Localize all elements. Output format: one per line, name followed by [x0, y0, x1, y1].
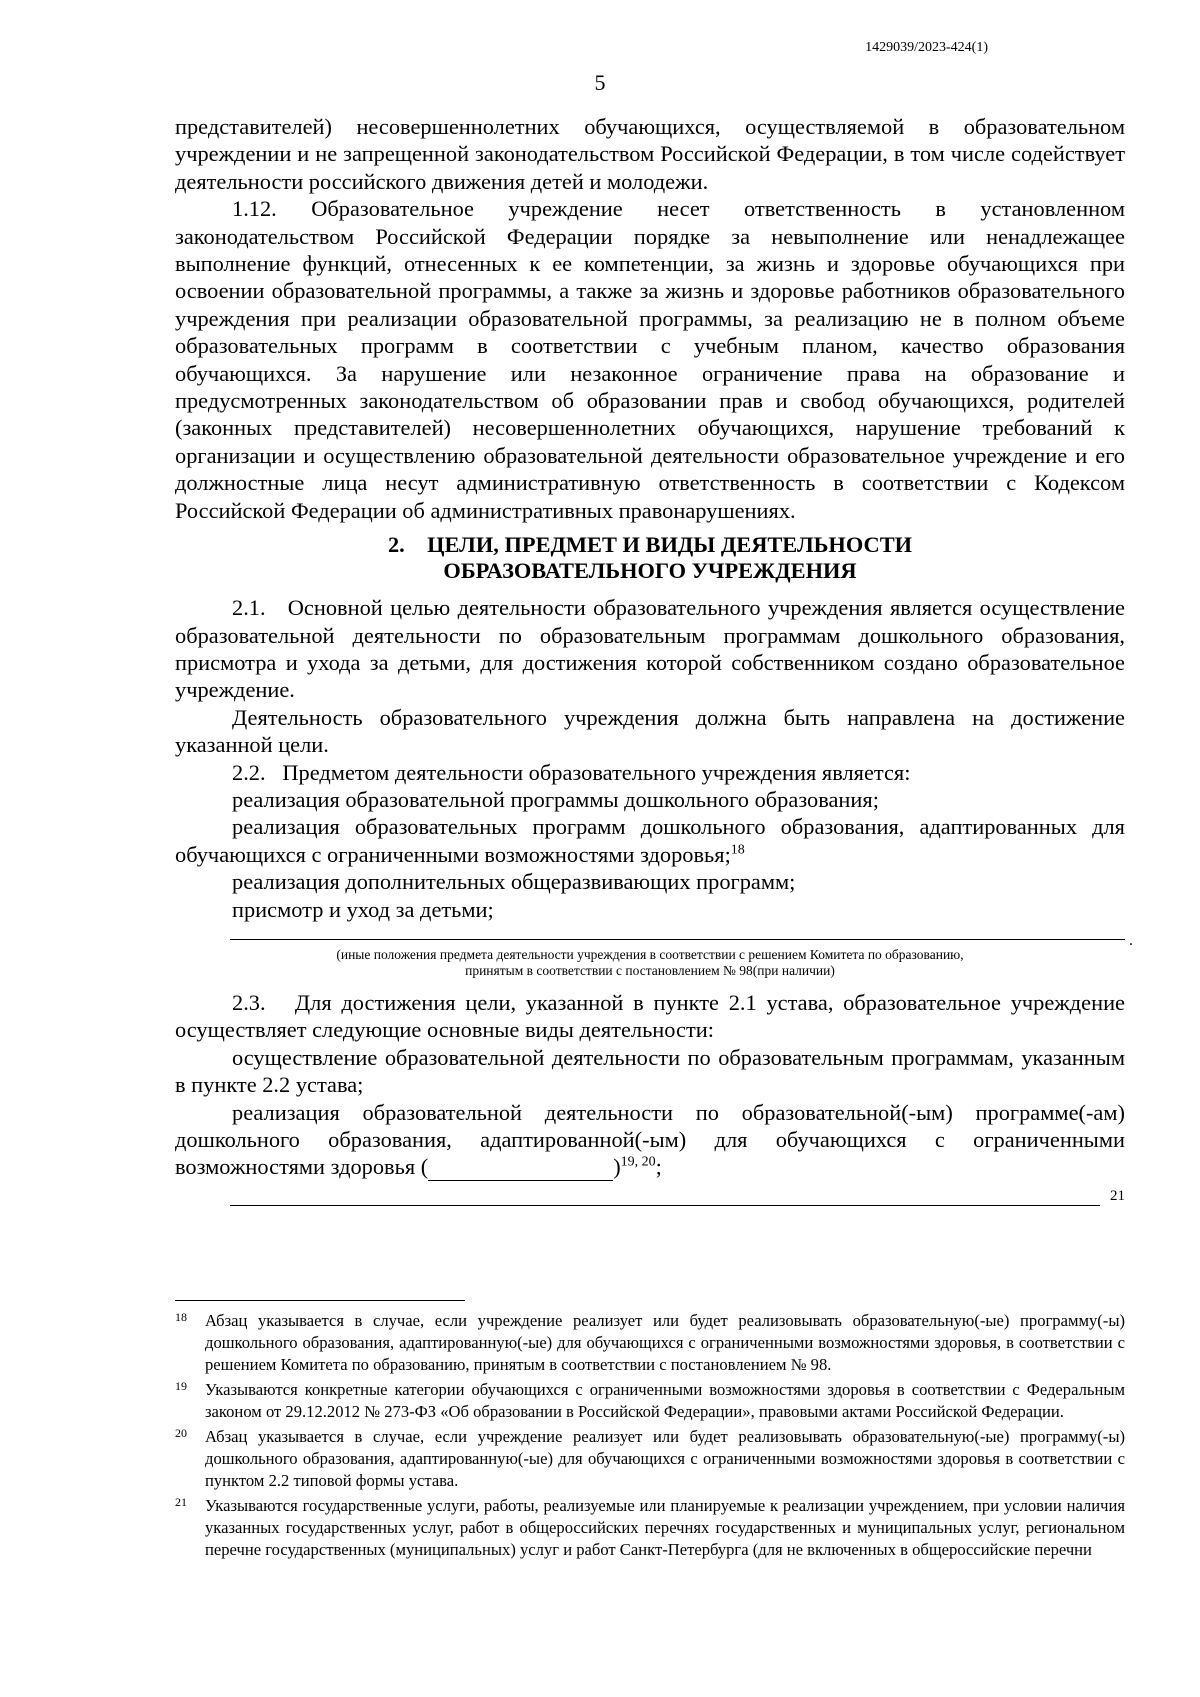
paragraph-purpose: Деятельность образовательного учреждения должна быть направлена на достижение указанной цели. [175, 704, 1125, 758]
paragraph-continuation: представителей) несовершеннолетних обучающихся, осуществляемой в образовательном учреждении и не запрещенной законодательством Российской Федерации, в том числе содействует деятельности российского движения детей и молодежи. [175, 114, 1125, 194]
footnotes [175, 1310, 1125, 1564]
footnote-19 [175, 1379, 1125, 1423]
list-item-program: реализация образовательной программы дошкольного образования; [232, 786, 879, 812]
underline-rule [230, 1205, 1100, 1206]
line-end-dot: . [1129, 931, 1133, 949]
paragraph-2-2: 2.2. Предметом деятельности образовательного учреждения является: [232, 759, 911, 785]
footnote-ref-21: 21 [1110, 1187, 1125, 1204]
paragraph-2-1: 2.1. Основной целью деятельности образовательного учреждения является осуществление образовательной деятельности по образовательным программам дошкольного образования, присмотра и ухода за детьми, для достижения которой собственником создано образовательное учреждение. [175, 595, 1131, 703]
document-number: 1429039/2023-424(1) [865, 40, 988, 55]
section-heading-line2: ОБРАЗОВАТЕЛЬНОГО УЧРЕЖДЕНИЯ [443, 558, 857, 584]
semicolon: ; [655, 1154, 662, 1180]
footnote-text: Указываются государственные услуги, работы, реализуемые или планируемые к реализации учреждением, при условии наличия указанных государственных услуг, работ в общероссийских перечнях государственных и муниципальных услуг, региональном перечне государственных (муниципальных) услуг и работ Санкт-Петербурга (для не включенных в общероссийские перечни [205, 1496, 1125, 1559]
paragraph-1-12: 1.12. Образовательное учреждение несет ответственность в установленном законодательством Российской Федерации порядке за невыполнение или ненадлежащее выполнение функций, отнесенных к ее компетенции, за жизнь и здоровье обучающихся при освоении образовательной программы, а также за жизнь и здоровье работников образовательного учреждения при реализации образовательной программы, за реализацию не в полном объеме образовательных программ в соответствии с учебным планом, качество образования обучающихся. За нарушение или незаконное ограничение права на образование и предусмотренных законодательством об образовании прав и свобод обучающихся, родителей (законных представителей) несовершеннолетних обучающихся, нарушение требований к организации и осуществлению образовательной деятельности образовательное учреждение и его должностные лица несут административную ответственность в соответствии с Кодексом Российской Федерации об административных правонарушениях. [175, 196, 1125, 523]
footnote-text: Абзац указывается в случае, если учреждение реализует или будет реализовывать образовательную(-ые) программу(-ы) дошкольного образования, адаптированную(-ые) для обучающихся с ограниченными возможностями здоровья в соответствии с пунктом 2.2 типовой формы устава. [205, 1427, 1125, 1490]
footnote-number: 20 [175, 1426, 187, 1440]
paragraph-2-3: 2.3. Для достижения цели, указанной в пункте 2.1 устава, образовательное учреждение осуществляет следующие основные виды деятельности: [175, 989, 1131, 1043]
fill-in-line-2 [175, 1181, 1125, 1209]
fill-in-line [175, 927, 1133, 949]
list-item-additional-programs: реализация дополнительных общеразвивающих программ; [232, 869, 796, 895]
closing-paren: ) [613, 1154, 621, 1180]
list-item-text: реализация образовательных программ дошкольного образования, адаптированных для обучающихся с ограниченными возможностями здоровья; [175, 814, 1125, 867]
underline-rule [230, 939, 1125, 940]
activity-item-1: осуществление образовательной деятельности по образовательным программам, указанным в пункте 2.2 устава; [175, 1044, 1125, 1098]
list-item-adapted-programs [175, 813, 1125, 868]
footnote-ref-18: 18 [730, 842, 745, 858]
fill-in-note-line1: (иные положения предмета деятельности учреждения в соответствии с решением Комитета по образованию, [336, 946, 964, 962]
footnote-number: 21 [175, 1495, 187, 1509]
footnote-18 [175, 1310, 1125, 1376]
footnote-ref-19-20: 19, 20 [620, 1154, 656, 1170]
page-number: 5 [594, 70, 606, 95]
document-body [175, 113, 1133, 1209]
fill-in-note-line2: принятым в соответствии с постановлением № 98(при наличии) [465, 962, 835, 978]
activity-item-2 [175, 1099, 1125, 1181]
footnote-separator [175, 1300, 465, 1301]
fill-in-note [175, 947, 1125, 979]
activity-item-text: реализация образовательной деятельности по образовательной(-ым) программе(-ам) дошкольного образования, адаптированной(-ым) для обучающихся с ограниченными возможностями здоровья ( [175, 1099, 1125, 1180]
section-heading-line1: 2. ЦЕЛИ, ПРЕДМЕТ И ВИДЫ ДЕЯТЕЛЬНОСТИ [387, 532, 913, 558]
blank-field [428, 1158, 613, 1181]
footnote-number: 19 [175, 1379, 187, 1393]
footnote-21 [175, 1495, 1125, 1561]
list-item-childcare: присмотр и уход за детьми; [232, 896, 494, 922]
footnote-number: 18 [175, 1310, 187, 1324]
footnote-text: Указываются конкретные категории обучающихся с ограниченными возможностями здоровья в соответствии с Федеральным законом от 29.12.2012 № 273-ФЗ «Об образовании в Российской Федерации», правовыми актами Российской Федерации. [205, 1380, 1125, 1421]
footnote-text: Абзац указывается в случае, если учреждение реализует или будет реализовывать образовательную(-ые) программу(-ы) дошкольного образования, адаптированную(-ые) для обучающихся с ограниченными возможностями здоровья, в соответствии с решением Комитета по образованию, принятым в соответствии с постановлением № 98. [205, 1311, 1125, 1374]
footnote-20 [175, 1426, 1125, 1492]
section-heading [175, 532, 1125, 584]
